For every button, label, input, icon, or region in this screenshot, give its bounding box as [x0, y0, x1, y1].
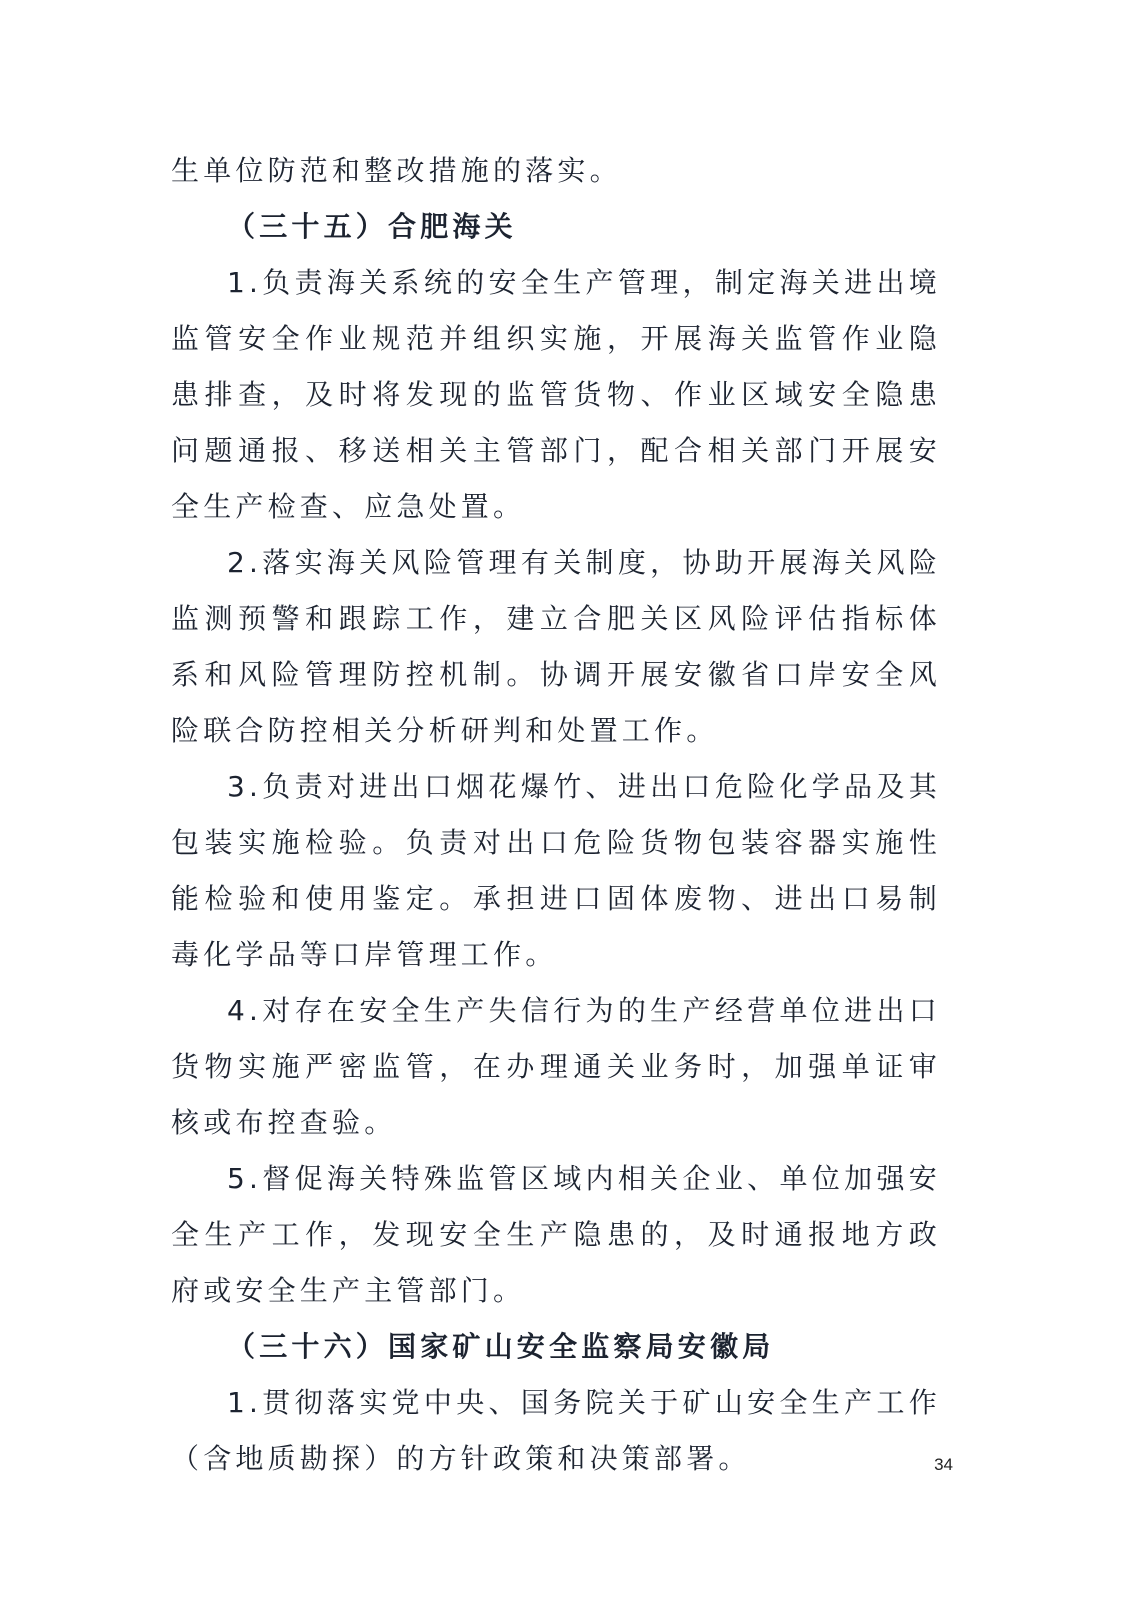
- document-body: [171, 143, 941, 1487]
- paragraph-item-1: 1.负责海关系统的安全生产管理，制定海关进出境监管安全作业规范并组织实施，开展海关监管作业隐患排查，及时将发现的监管货物、作业区域安全隐患问题通报、移送相关主管部门，配合相关部门开展安全生产检查、应急处置。: [171, 266, 941, 523]
- section-heading-36: （三十六）国家矿山安全监察局安徽局: [227, 1330, 775, 1363]
- paragraph-item-2: 2.落实海关风险管理有关制度，协助开展海关风险监测预警和跟踪工作，建立合肥关区风险评估指标体系和风险管理防控机制。协调开展安徽省口岸安全风险联合防控相关分析研判和处置工作。: [171, 546, 941, 747]
- page-number: 34: [934, 1455, 953, 1474]
- paragraph-item-3: 3.负责对进出口烟花爆竹、进出口危险化学品及其包装实施检验。负责对出口危险货物包装容器实施性能检验和使用鉴定。承担进口固体废物、进出口易制毒化学品等口岸管理工作。: [171, 770, 941, 971]
- paragraph-continuation: 生单位防范和整改措施的落实。: [171, 154, 622, 187]
- paragraph-item-5: 5.督促海关特殊监管区域内相关企业、单位加强安全生产工作，发现安全生产隐患的，及时通报地方政府或安全生产主管部门。: [171, 1162, 941, 1307]
- paragraph-item-4: 4.对存在安全生产失信行为的生产经营单位进出口货物实施严密监管，在办理通关业务时，加强单证审核或布控查验。: [171, 994, 941, 1139]
- section-heading-35: （三十五）合肥海关: [227, 210, 517, 243]
- paragraph-item-1-section-36: 1.贯彻落实党中央、国务院关于矿山安全生产工作（含地质勘探）的方针政策和决策部署。: [171, 1386, 941, 1475]
